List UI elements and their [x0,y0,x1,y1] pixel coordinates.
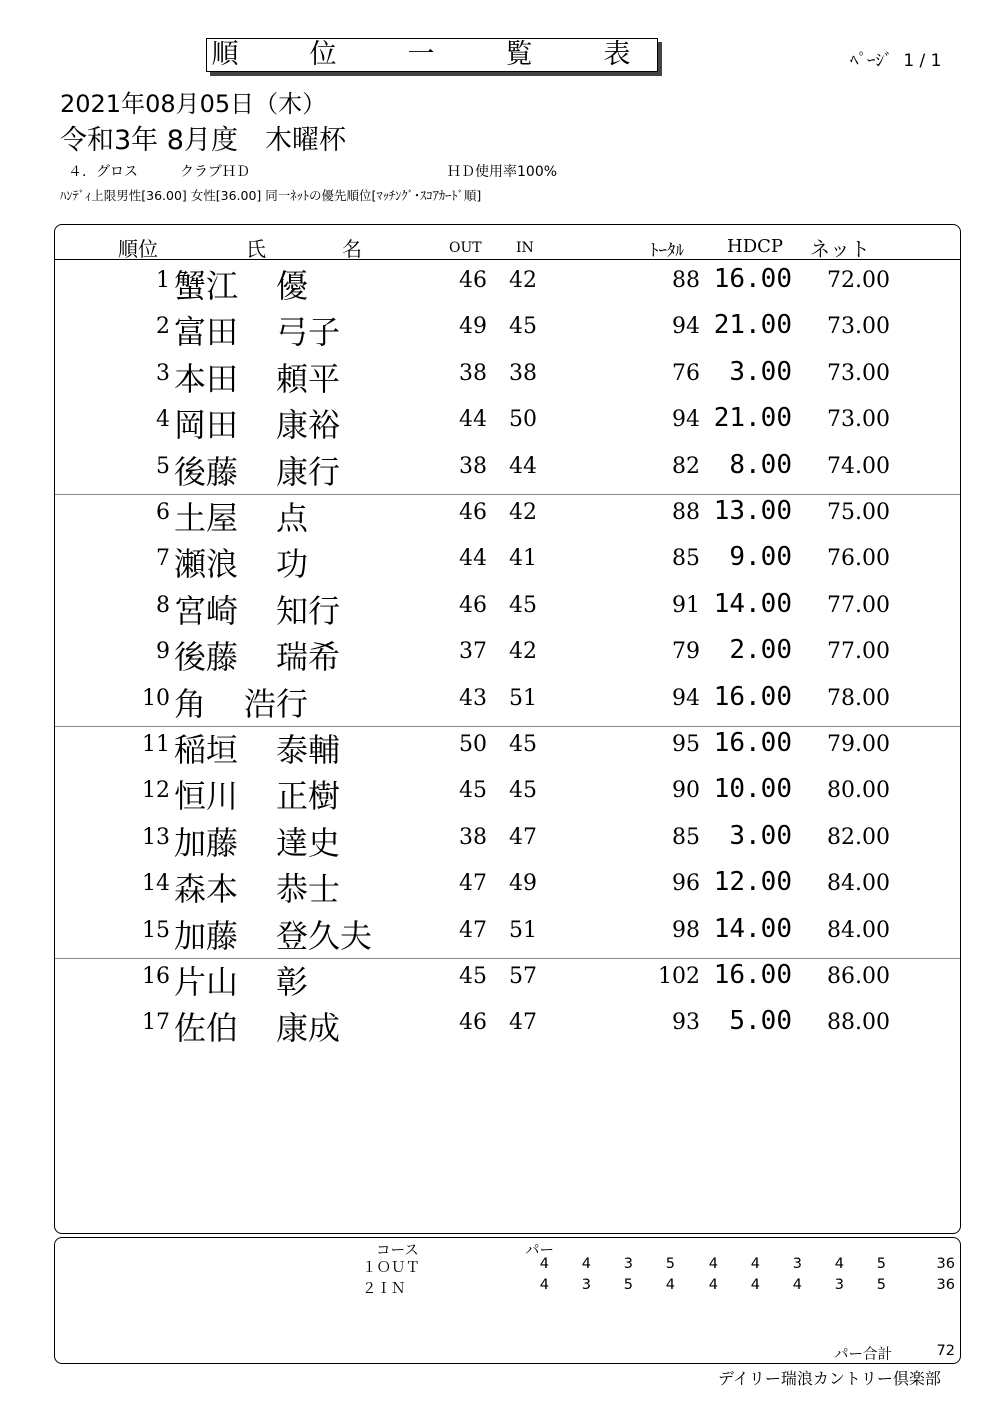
row-in-score: 45 [509,314,537,340]
row-in-score: 49 [509,871,537,897]
hole-par: 4 [750,1256,760,1272]
row-total-score: 98 [672,917,700,943]
row-rank: 16 [142,964,170,989]
row-hdcp: 16.00 [713,264,792,294]
row-total-score: 85 [672,546,700,572]
row-family-name: 土屋 [174,499,239,537]
hole-par: 4 [792,1277,802,1293]
row-given-name: 瑞希 [276,638,341,677]
row-hdcp: 21.00 [713,403,792,434]
row-given-name: 恭士 [276,870,341,909]
col-header-name-2: 名 [342,237,362,261]
row-rank: 5 [156,453,170,479]
row-rank: 4 [156,407,170,433]
hole-par: 4 [708,1277,718,1293]
page-number: 1 / 1 [903,51,942,71]
row-given-name: 点 [276,499,309,537]
row-family-name: 稲垣 [174,731,239,769]
row-family-name: 片山 [174,963,239,1001]
page-title: 順 位 一 覧 表 [211,39,653,70]
row-rank: 10 [142,685,170,711]
row-in-score: 42 [509,500,537,525]
row-out-score: 43 [459,685,487,711]
row-hdcp: 21.00 [713,310,792,341]
row-family-name: 恒川 [174,777,239,816]
row-in-score: 51 [509,685,537,711]
course-par-sum: 36 [936,1277,955,1293]
row-in-score: 45 [509,592,537,618]
row-out-score: 46 [459,268,487,293]
row-out-score: 50 [459,732,487,757]
row-total-score: 90 [672,778,700,804]
condition-left: ４．グロス クラブＨＤ [68,164,250,180]
row-given-name: 泰輔 [276,731,341,769]
row-net-score: 80.00 [827,778,890,804]
row-total-score: 94 [672,685,700,711]
row-total-score: 88 [672,500,700,525]
hole-par: 4 [539,1256,549,1272]
row-net-score: 77.00 [827,592,890,618]
row-out-score: 45 [459,964,487,989]
col-header-rank: 順位 [118,237,158,261]
course-par-sum: 36 [936,1256,955,1272]
row-out-score: 38 [459,360,487,386]
hole-par: 3 [581,1277,591,1293]
row-in-score: 42 [509,268,537,293]
row-total-score: 95 [672,732,700,757]
row-in-score: 51 [509,917,537,943]
row-hdcp: 14.00 [713,913,792,944]
hole-par: 4 [750,1277,760,1293]
row-net-score: 79.00 [827,732,890,757]
col-header-net: ネット [810,237,870,261]
row-given-name: 浩行 [244,684,309,723]
row-out-score: 37 [459,639,487,665]
row-given-name: 弓子 [276,313,341,352]
row-family-name: 後藤 [174,638,239,677]
row-total-score: 93 [672,1010,700,1036]
hole-par: 4 [708,1256,718,1272]
row-net-score: 84.00 [827,871,890,897]
row-in-score: 45 [509,732,537,757]
row-given-name: 登久夫 [276,916,373,955]
par-total-value: 72 [936,1343,955,1359]
row-rank: 9 [156,639,170,665]
row-family-name: 瀬浪 [174,545,239,584]
row-total-score: 85 [672,824,700,850]
row-rank: 3 [156,360,170,386]
row-family-name: 蟹江 [174,267,239,305]
row-given-name: 康行 [276,452,341,491]
row-rank: 12 [142,778,170,804]
row-net-score: 73.00 [827,314,890,340]
row-given-name: 康裕 [276,406,341,445]
row-hdcp: 12.00 [713,867,792,898]
col-header-out: OUT [449,240,482,256]
row-rank: 8 [156,592,170,618]
row-total-score: 96 [672,871,700,897]
row-out-score: 44 [459,546,487,572]
event-name: 令和3年 8月度 木曜杯 [60,125,346,156]
row-hdcp: 3.00 [729,356,792,387]
course-name: １ＯＵＴ [362,1260,420,1276]
row-rank: 6 [156,500,170,525]
row-out-score: 38 [459,824,487,850]
row-family-name: 岡田 [174,406,239,445]
row-net-score: 74.00 [827,453,890,479]
row-hdcp: 5.00 [729,1006,792,1037]
row-net-score: 84.00 [827,917,890,943]
row-hdcp: 8.00 [729,449,792,480]
row-total-score: 76 [672,360,700,386]
row-out-score: 46 [459,1010,487,1036]
row-given-name: 康成 [276,1009,341,1048]
hole-par: 4 [665,1277,675,1293]
hole-par: 5 [876,1277,886,1293]
row-in-score: 47 [509,1010,537,1036]
row-hdcp: 9.00 [729,542,792,573]
row-rank: 11 [142,732,170,757]
course-par-box [54,1237,961,1364]
col-header-in: IN [516,240,534,256]
condition-right: ＨＤ使用率100% [447,164,558,180]
row-out-score: 47 [459,871,487,897]
hole-par: 5 [665,1256,675,1272]
hole-par: 3 [834,1277,844,1293]
page-label: ﾍﾟｰｼﾞ [850,51,893,71]
row-in-score: 38 [509,360,537,386]
hole-par: 4 [834,1256,844,1272]
row-total-score: 102 [658,964,700,989]
row-out-score: 49 [459,314,487,340]
row-family-name: 森本 [174,870,239,909]
hole-par: 5 [623,1277,633,1293]
row-in-score: 50 [509,407,537,433]
row-hdcp: 3.00 [729,820,792,851]
row-family-name: 角 [174,684,207,723]
row-rank: 14 [142,871,170,897]
row-rank: 1 [156,268,170,293]
event-date: 2021年08月05日（木） [60,90,327,118]
row-out-score: 46 [459,500,487,525]
col-header-total: ﾄｰﾀﾙ [650,241,684,261]
row-hdcp: 14.00 [713,588,792,619]
row-out-score: 38 [459,453,487,479]
row-given-name: 彰 [276,963,309,1001]
row-in-score: 44 [509,453,537,479]
row-total-score: 82 [672,453,700,479]
row-in-score: 57 [509,964,537,989]
club-name: デイリー瑞浪カントリー倶楽部 [718,1369,941,1388]
col-header-hdcp: HDCP [727,236,784,257]
hole-par: 3 [792,1256,802,1272]
row-family-name: 後藤 [174,452,239,491]
row-hdcp: 13.00 [713,496,792,526]
row-out-score: 45 [459,778,487,804]
row-in-score: 41 [509,546,537,572]
row-hdcp: 2.00 [729,635,792,666]
hole-par: 3 [623,1256,633,1272]
row-net-score: 78.00 [827,685,890,711]
row-rank: 2 [156,314,170,340]
header-divider [55,259,960,260]
row-in-score: 45 [509,778,537,804]
hole-par: 5 [876,1256,886,1272]
row-net-score: 73.00 [827,407,890,433]
row-net-score: 77.00 [827,639,890,665]
row-in-score: 47 [509,824,537,850]
row-net-score: 82.00 [827,824,890,850]
par-label: パー [525,1243,554,1259]
row-hdcp: 10.00 [713,774,792,805]
row-given-name: 知行 [276,591,341,630]
row-net-score: 76.00 [827,546,890,572]
row-net-score: 72.00 [827,268,890,293]
row-family-name: 宮崎 [174,591,239,630]
hole-par: 4 [539,1277,549,1293]
row-hdcp: 16.00 [713,681,792,712]
row-total-score: 79 [672,639,700,665]
col-header-name-1: 氏 [246,237,266,261]
row-family-name: 佐伯 [174,1009,239,1048]
page-indicator [850,46,941,71]
row-out-score: 46 [459,592,487,618]
row-total-score: 94 [672,314,700,340]
course-label: コース [376,1243,419,1259]
hole-par: 4 [581,1256,591,1272]
par-total-label: パー合計 [834,1347,892,1363]
row-out-score: 44 [459,407,487,433]
row-total-score: 88 [672,268,700,293]
row-net-score: 86.00 [827,964,890,989]
row-net-score: 88.00 [827,1010,890,1036]
row-given-name: 頼平 [276,359,341,398]
row-given-name: 達史 [276,823,341,862]
row-family-name: 富田 [174,313,239,352]
row-family-name: 加藤 [174,916,239,955]
row-total-score: 94 [672,407,700,433]
row-net-score: 75.00 [827,500,890,525]
row-family-name: 加藤 [174,823,239,862]
row-rank: 17 [142,1010,170,1036]
row-in-score: 42 [509,639,537,665]
row-given-name: 正樹 [276,777,341,816]
course-name: ２ＩＮ [362,1281,406,1297]
row-hdcp: 16.00 [713,728,792,758]
row-rank: 15 [142,917,170,943]
handicap-note: ﾊﾝﾃﾞｨ上限男性[36.00] 女性[36.00] 同一ﾈｯﾄの優先順位[ﾏｯﾁﾝｸﾞ･ｽｺｱｶｰﾄﾞ順] [60,188,482,203]
row-total-score: 91 [672,592,700,618]
row-family-name: 本田 [174,359,239,398]
row-given-name: 功 [276,545,309,584]
row-hdcp: 16.00 [713,960,792,990]
row-rank: 7 [156,546,170,572]
row-out-score: 47 [459,917,487,943]
row-rank: 13 [142,824,170,850]
row-given-name: 優 [276,267,309,305]
row-net-score: 73.00 [827,360,890,386]
